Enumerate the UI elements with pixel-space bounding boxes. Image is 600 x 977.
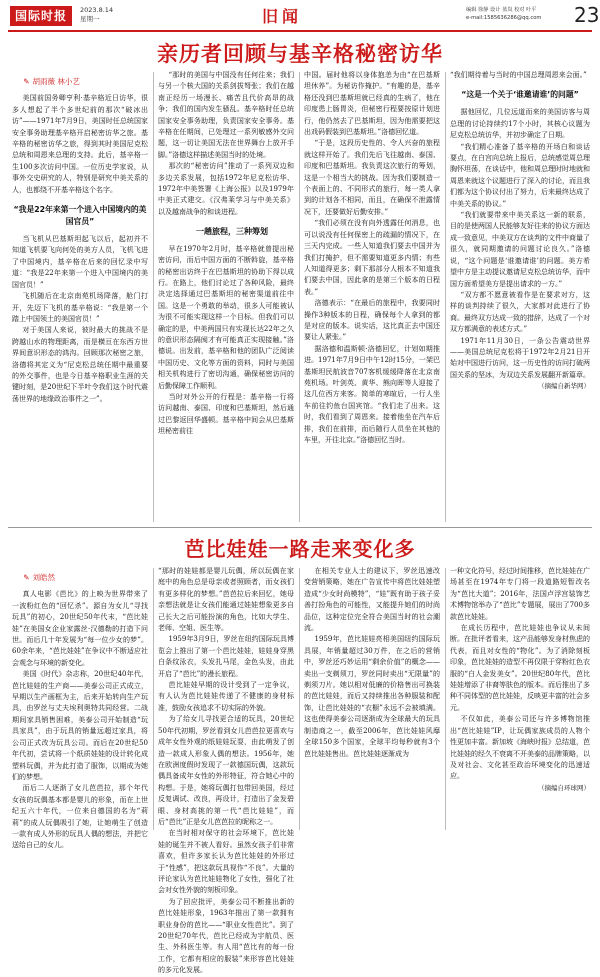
paragraph: 一种文化符号，经过时间推移，芭比娃娃在广场甚至在1974年专门将一段道路短暂改名为“芭比大道”；2016年，法国卢浮宫装饰艺术博物馆举办了“芭比”专题展，展出了700多款芭比娃娃。 [450,567,590,621]
article2-col3 [304,566,440,830]
column-divider [299,72,300,522]
paragraph: “那时的娃娃都是婴儿玩偶，所以玩偶在家庭中的角色总是母亲或者照顾者，而女孩们有更多样化的梦想。”芭芭拉后来回忆，她母亲想法就是让女孩们能通过娃娃想象更多自己长大之后可能扮演的角色，比如大学生、老师、空姐、医生等。 [158,567,294,633]
editor-credits [466,6,574,22]
paragraph: 为了给女儿寻找更合适的玩具，20世纪50年代初期，罗丝看到女儿芭芭拉更喜欢与成年女性外观的纸娃娃玩耍，由此萌发了创造一款成人形象人偶的想法。1956年，她在欧洲度假时发现了一款德国玩偶，这款玩偶具备成年女性的外形特征，符合她心中的构想。于是，她将玩偶打包带回美国，经过反复调试、改良，再设计，打造出了金发碧眼、身材高挑的第一代“芭比娃娃”，而后“芭比”正是女儿芭芭拉的昵称之一。 [158,715,294,826]
article1-subhead-2: 一趟旅程，三种筹划 [196,227,268,237]
paragraph: 据他回忆，几位远道而来的美国访客与周总理的讨论持续约17个小时，其核心议题为尼克松总统访华，并初步确定了日期。 [450,108,590,140]
column-divider [153,72,154,522]
article1-author-name: 胡雨薇 林小艺 [32,77,80,86]
paragraph: 为了回应批评，美泰公司不断推出新的芭比娃娃形象，1963年推出了第一款拥有职业身份的芭比——“职业女性芭比”。到了20世纪70年代，芭比已经成为宇航员、医生、外科医生等。有人用“芭比有的每一份工作，它都有相应的服装”来形容芭比娃娃的多元化发展。 [158,897,294,975]
paragraph: 对于美国人来说，彼时最大的挑战不是跨越山水的物理距离，而是横亘在东西方世界间意识形态的鸿沟。回顾那次秘密之旅，洛德将其定义为“尼克松总统任期中最重要的外交事件，也是今日基辛格职业生涯的关键时刻，是20世纪下半叶令我们这个时代震荡世界的地缘政治事件之一”。 [12,326,148,403]
paragraph: 据洛德和温斯顿·洛德回忆，计划如期推进。1971年7月9日中午12时15分，一架巴基斯坦民航波音707客机缓缓降落在北京南苑机场。叶剑英、黄华、熊向晖等人迎接了这几位西方来客。简单的寒暄后，一行人坐车前往钓鱼台国宾馆。“我们走了出来。这时，我们看到了周恩来。接着他坐在汽车后排，我们在前排，而后随行人员坐在其他的车里，开往北京。”洛德回忆当时。 [304,344,440,444]
paragraph: 在当时相对保守的社会环境下，芭比娃娃的诞生并不被人看好。虽然女孩子们非常喜欢，但许多家长认为芭比娃娃的外形过于“性感”，把这款玩具视作“不良”。大量的评论家认为芭比娃娃物化了女性，强化了社会对女性外貌的刻板印象。 [158,829,294,895]
article1-col1 [12,70,148,525]
article2-author-name: 刘皓然 [32,573,56,582]
paragraph: “我们必须在没有向外透露任何消息，也可以说没有任何保密上的疏漏的情况下，在三天内完成。一些人知道我们要去中国并为我们打掩护，但不需要知道更多内情；有些人知道得更多；剩下那部分人根本不知道我们要去中国，因此拿的是第三个版本的日程表。” [304,219,440,296]
paragraph: 飞机随后在北京南苑机场降落，舱门打开，先迈下飞机的基辛格说：“我是第一个踏上中国领土的美国官员！” [12,292,148,323]
column-divider [299,568,300,830]
paragraph: 真人电影《芭比》的上映为世界带来了一波粉红色的“回忆杀”。源自为女儿“寻找玩具”的初心，20世纪50年代末，“芭比娃娃”在美国女企业家露丝·汉德勒的打造下问世。而后几十年发展为“每一位少女的梦”。60余年来，“芭比娃娃”在争议中不断适应社会观念与环境的新变化。 [12,590,148,667]
editor-names: 编辑 徐静 设计 蓝岚 校对 叶平 [466,7,537,13]
paragraph: 芭比娃娃早期的设计受到了一定争议，有人认为芭比娃娃传递了不健康的身材标准，鼓励女孩追求不切实际的外貌。 [158,681,294,712]
article1-col2 [158,70,294,525]
issue-date: 2023.8.14 [80,6,114,14]
paragraph: “于是，这段历史性的、令人兴奋的旅程就这样开始了。我们先后飞往越南、泰国、印度和巴基斯坦。我负责这次旅行的筹划，这是一个相当大的挑战。因为我们要制造一个表面上的、不同形式的旅行，每一类人拿到的计划各不相同，而且，在确保不泄露情况下，还要做好后勤安排。” [304,139,440,216]
paragraph: 1959年3月9日，罗丝在纽约国际玩具博览会上推出了第一个芭比娃娃，娃娃身穿黑白条纹泳衣，头发扎马尾，金色头发，由此开启了“芭比”的漫长旅程。 [158,635,294,678]
paragraph: 不仅如此，美泰公司还与许多博物馆推出“芭比娃娃”IP，让玩偶家族成员的人物个性更加丰富。新加坡《海峡时报》总结道，芭比娃娃的经久不衰离不开美泰的品牌策略，以及对社会、文化甚至政治环境变化的迅速适应。 [450,715,590,781]
column-divider [445,72,446,522]
article1-col3 [304,70,440,525]
paragraph: 在相关专业人士的建议下，罗丝迅速改变营销策略，她在广告宣传中将芭比娃娃塑造成“少女时尚模特”，“娃”既有助于孩子妥善打扮角色的可能性，又能提升她们的时尚品位，这种定位完全符合美国当时的社会潮流。 [304,567,440,633]
column-divider [153,568,154,830]
paragraph: “我们精心准备了基辛格的开场白和谈话要点，在白宫向总统上报后，总统感觉周总理胸怀坦荡，在谈话中，他和周总理时时地就和周恩来就这个议题进行了深入的讨论，而且我们都为这个协议付出了努力，后来最终达成了中美关系的协议。” [450,142,590,208]
article2-col2 [158,566,294,975]
issue-weekday: 星期一 [80,15,100,23]
page-number: 23 [574,3,600,27]
paragraph: 那次的“秘密访问”推动了一系列双边和多边关系发展，包括1972年尼克松访华、1972年中美签署《上海公报》以及1979年中美正式建交。《汉弗莱学习与中美关系》以及越南战争的和谈进程。 [158,162,294,216]
issue-date-block [80,6,113,24]
paragraph: “我们期待着与当时的中国总理周恩来会面。” [450,71,587,79]
paragraph: “我们就要带来中美关系这一新的联系，目的是使两国人民能够友好往来的协议方面达成一致意见，中美双方在谈判的文件中商量了很久，就同期邀请的问题讨论良久。”洛德说，“这个问题是‘谁邀请谁’的问题。美方希望中方是主动提议邀请尼克松总统访华，而中国方面希望美方是提出请求的一方。” [450,211,590,288]
masthead [0,0,600,32]
paragraph: 当时对外公开的行程是：基辛格一行将访问越南、泰国、印度和巴基斯坦，然后通过巴黎返回华盛顿。基辛格中间会从巴基斯坦秘密前往 [158,392,294,436]
editor-email: e-mail:1585636286@qq.com [466,15,542,21]
article1-credit: （摘编自新华网） [538,382,590,391]
paragraph: 而后二人逐渐了女儿芭芭拉，那个年代女孩的玩偶基本都是婴儿的形象，而在上世纪五六十年代，一位来自德国的名为“莉莉”的成人玩偶吸引了她，让她萌生了创造一款有成人外形的玩具人偶的想法，并把它送给自己的女儿。 [12,784,148,850]
article1-col4 [450,70,590,525]
article1-subhead-3: “这是一个关于‘谁邀请谁’的问题” [461,90,579,100]
article2-col1 [12,566,148,850]
article2-author [12,572,148,583]
article2-title: 芭比娃娃一路走来变化多 [184,537,416,561]
pen-icon: ✎ [23,573,30,582]
column-divider [445,568,446,830]
paragraph: 洛德表示：“在最后的旅程中，我要同时操作3种版本的日程，确保每个人拿到的都是对应的版本。说实话，这比真正去中国还要让人紧张。” [304,299,440,342]
paragraph: 美国《时代》杂志称，20世纪40年代，芭比娃娃的生产商——美泰公司正式成立，早期以生产画框为主，后来开始转向生产玩具，由罗丝与丈夫埃利奥特共同经营。二战期间家具销售困难，美泰公司开始制造“玩具家具”，由于玩具的销量远超过家具，将公司正式改为玩具公司。而后在20世纪50年代初，尝试将一个纸质娃娃的设计转化成塑料玩偶，并为此打造了服饰，以期成为她们的梦想。 [12,670,148,781]
paragraph: 1959年，芭比娃娃亮相美国纽约国际玩具展，年销量超过30万件，在之后的营销中，罗丝还巧妙运用“剩余价值”的概念——卖出一支剃须刀，罗丝同时卖出“无限量”的剃须刀片。她以相对低廉的价格售出可换装的芭比娃娃，而后又持续推出各种服装和配饰，让芭比娃娃的“衣橱”永远不会被填满。这也使得美泰公司逐渐成为全球最大的玩具制造商之一，截至2006年，芭比娃娃风靡全球150多个国家，全球平均每秒就有3个芭比娃娃售出。芭比娃娃逐渐成为 [304,635,440,758]
paragraph: “双方都不愿意被看作是在要求对方，这样的谈判持续了很久，大家都对此进行了协商。最终双方达成一致的措辞，达成了一个对双方都满意的表述方式。” [450,290,590,334]
pen-icon: ✎ [23,77,30,86]
article1-title: 亲历者回顾与基辛格秘密访华 [157,42,443,66]
article1-author [12,76,148,87]
header-rule [8,30,592,32]
section-title: 旧闻 [262,7,303,26]
paragraph: 当飞机从巴基斯坦起飞以后，起初并不知道飞机要飞向何处的美方人员，飞机飞进了中国境内，基辛格在后来的回忆录中写道：“我是22年来第一个进入中国境内的美国官员！” [12,235,148,289]
paragraph: 早在1970年2月时，基辛格就曾提出秘密访问，而后中国方面的不断斡旋，基辛格的秘密出访终于在巴基斯坦的协助下得以成行。在路上，他们讨论过了各种风险，最终决定选择通过巴基斯坦的秘密渠道前往中国。这是一个勇敢的举动，很多人可能被认为很不可能实现这样一个目标。但我们可以确定的是，中美两国只有实现长达22年之久的意识形态隔阂才有可能真正实现接触。”洛德说。出发前，基辛格和他的团队广泛阅读中国历史、文化等方面的资料，同时与美国相关机构进行了密切沟通，确保秘密访问的后勤保障工作顺利。 [158,244,294,390]
paragraph: 在成长历程中，芭比娃娃也争议从未间断。在批评者看来，这产品能够发身材焦虑的代表，而且对女性的“物化”。为了消除刻板印象，芭比娃娃的造型不再仅限于穿粉红色衣服的“白人金发美女”。20世纪80年代，芭比娃娃增添了非裔等肤色的版本。而后推出了多种不同体型的芭比娃娃，反映更丰富的社会多元。 [450,624,590,712]
newspaper-logo: 国际时报 [10,6,72,26]
paragraph: 1971年11月30日，一条公告震动世界——美国总统尼克松将于1972年2月21日开始对中国进行访问，这一历史性的访问打破两国关系的坚冰，为双边关系发展翻开新篇章。 [450,336,590,379]
article2-credit: （摘编自环球网） [538,783,590,792]
paragraph: 美国前国务卿亨利·基辛格近日访华，很多人想起了半个多世纪前的那次“破冰出访”——1971年7月9日，美国时任总统国家安全事务助理基辛格开启秘密访华之旅。基辛格的秘密访华之旅，得到其时美国尼克松总统和周恩来总理的支持。此后，基辛格一生100多次访问中国。一位历史学家说，从事外交史研究的人，特别是研究中美关系的人，也都绕不开基辛格这个名字。 [12,94,148,194]
paragraph: 中国。届时他将以身体抱恙为由“在巴基斯坦休养”。为秘访作掩护。“有趣的是，基辛格还没到巴基斯坦就已经真的生病了，他在印度患上肠胃炎，但秘密行程要按原计划进行，他仍然去了巴基斯坦，因为他需要把这出戏码假装到巴基斯坦。”洛德回忆道。 [304,71,440,137]
article2-col4 [450,566,590,830]
article-separator [8,527,592,528]
paragraph: “那时的美国与中国没有任何往来；我们与另一个核大国的关系剑拔弩张；我们在越南正经历一场漫长、痛苦且代价高昂的战争；我们的国内发生骚乱。基辛格时任总统国家安全事务助理，负责国家安全事务。基辛格在任期间，已处理过一系列敏感外交问题，这一切让美国无法在世界舞台上放开手脚。”洛德这样描述美国当时的处境。 [158,71,294,159]
article1-subhead-1: “我是22年来第一个进入中国境内的美国官员” [13,205,147,227]
